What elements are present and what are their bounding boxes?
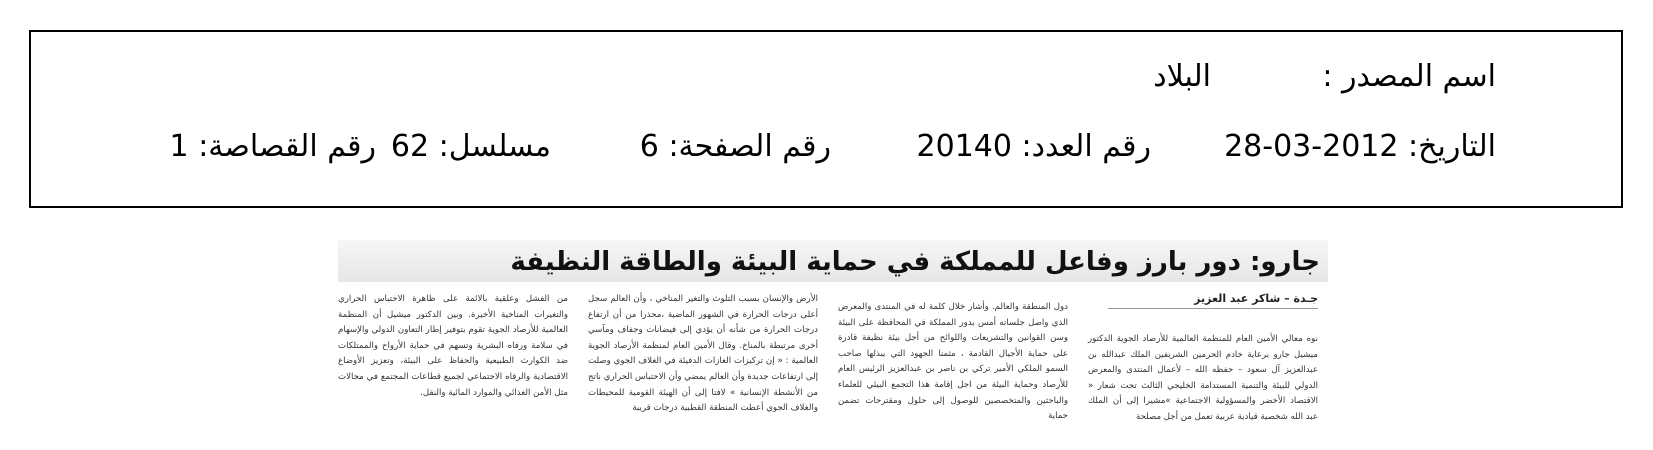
date-field bbox=[1224, 127, 1496, 167]
source-metadata-box bbox=[29, 30, 1623, 208]
issue-value: 20140 bbox=[916, 129, 1012, 164]
source-row bbox=[31, 57, 1621, 97]
clip-field bbox=[170, 127, 376, 167]
details-row bbox=[31, 127, 1621, 167]
newspaper-clipping bbox=[338, 240, 1328, 422]
page-label: رقم الصفحة: bbox=[668, 129, 831, 164]
serial-field bbox=[391, 127, 551, 167]
source-value: البلاد bbox=[1153, 59, 1211, 94]
article-byline: جـدة – شاكر عبد العزيز bbox=[1194, 292, 1318, 305]
clip-value: 1 bbox=[169, 129, 189, 164]
page-value: 6 bbox=[639, 129, 659, 164]
date-label: التاريخ: bbox=[1408, 129, 1496, 164]
article-column-2: دول المنطقة والعالم. وأشار خلال كلمة له في المنتدى والمعرض الذي واصل جلساته أمس بدور المملكة في المحافظة على البيئة وسن القوانين والتشريعات واللوائح من أجل بيئة نظيفة قادرة على حماية الأجيال القادمة ، مثمنا الجهود التي يبذلها صاحب السمو الملكي الأمير تركي بن ناصر بن عبدالعزيز الرئيس العام للأرصاد وحماية البيئة من اجل إقامة هذا التجمع البيئي للعلماء والباحثين والمتخصصين للوصول إلى حلول ومقترحات تضمن حماية bbox=[838, 302, 1068, 422]
article-column-4: من الفشل وعلقية بالائمة على ظاهرة الاحتباس الحراري والتغيرات المناخية الأخيرة. وبين الدكتور ميشيل أن المنظمة العالمية للأرصاد الجوية تقوم بتوفير إطار التعاون الدولي والإسهام في سلامة ورفاه البشرية وتسهم في حماية الأرواح والممتلكات ضد الكوارث الطبيعية والحفاظ على البيئة، وتعزيز الأوضاع الاقتصادية والرفاه الاجتماعي لجميع قطاعات المجتمع في مجالات مثل الأمن الغذائي والموارد المائية والنقل. bbox=[338, 294, 568, 398]
clip-label: رقم القصاصة: bbox=[198, 129, 376, 164]
serial-value: 62 bbox=[390, 129, 430, 164]
article-headline: جارو: دور بارز وفاعل للمملكة في حماية البيئة والطاقة النظيفة bbox=[510, 247, 1320, 277]
source-label: اسم المصدر : bbox=[1322, 59, 1496, 94]
article-column-1: نوه معالي الأمين العام للمنظمة العالمية للأرصاد الجوية الدكتور ميشيل جارو برعاية خادم الحرمين الشريفين الملك عبدالله بن عبدالعزيز آل سعود – حفظه الله – لأعمال المنتدى والمعرض الدولي للبيئة والتنمية المستدامة الخليجي الثالث تحت شعار « الاقتصاد الأخضر والمسؤولية الاجتماعية »مشيرا إلى أن الملك عبد الله شخصية قيادية عربية تعمل من أجل مصلحة bbox=[1088, 334, 1318, 422]
page-field bbox=[640, 127, 831, 167]
serial-label: مسلسل: bbox=[438, 129, 551, 164]
issue-label: رقم العدد: bbox=[1021, 129, 1151, 164]
date-value: 2012-03-28 bbox=[1224, 129, 1399, 164]
byline-divider bbox=[1108, 308, 1318, 309]
issue-field bbox=[917, 127, 1151, 167]
article-column-3: الأرض والإنسان بسبب التلوث والتغير المناخي ، وأن العالم سجل أعلى درجات الحرارة في الشهور الماضية ،محذرا من أن ارتفاع درجات الحرارة من شأنه أن يؤدي إلى فيضانات وجفاف ومآسي أخرى مرتبطة بالمناخ. وقال الأمين العام لمنظمة الأرصاد الجوية العالمية : « إن تركيزات الغازات الدفيئة في الغلاف الجوي وصلت إلى ارتفاعات جديدة وأن العالم يمضي وأن الاحتباس الحراري ناتج من الأنشطة الإنسانية » لافتا إلى أن الهيئة القومية للمحيطات والغلاف الجوي أعطت المنطقة القطبية درجات قريبة bbox=[588, 294, 818, 414]
